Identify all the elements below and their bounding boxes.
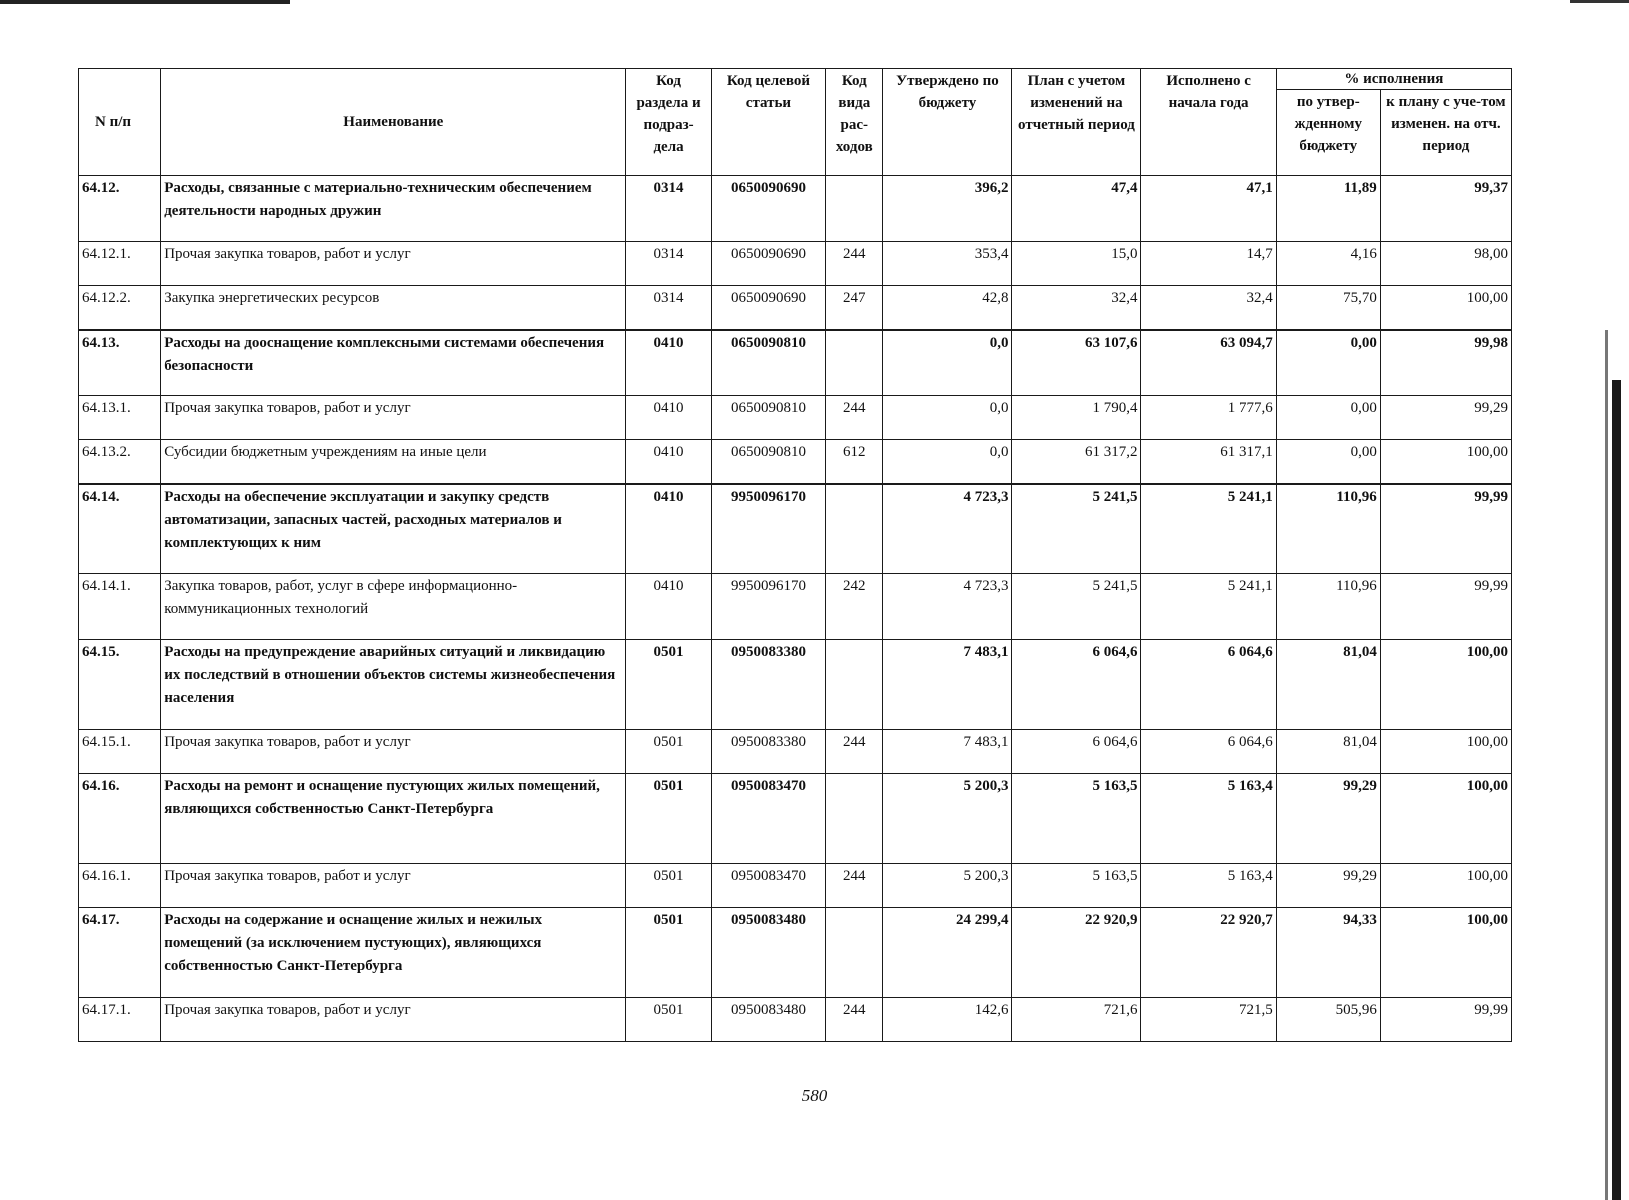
cell-name: Прочая закупка товаров, работ и услуг [161, 242, 626, 286]
cell-plan: 721,6 [1012, 998, 1141, 1042]
scan-artifact-edge-thin [1605, 330, 1608, 1200]
cell-executed: 721,5 [1141, 998, 1276, 1042]
cell-executed: 5 163,4 [1141, 864, 1276, 908]
cell-pct-budget: 99,29 [1276, 774, 1380, 864]
cell-executed: 5 241,1 [1141, 484, 1276, 574]
header-executed: Исполнено с начала года [1141, 69, 1276, 176]
cell-expense-code: 244 [826, 864, 883, 908]
table-header [79, 69, 1512, 176]
cell-name: Расходы, связанные с материально-техническим обеспечением деятельности народных дружин [161, 176, 626, 242]
cell-plan: 22 920,9 [1012, 908, 1141, 998]
scan-artifact-top-line [0, 0, 290, 4]
cell-pct-plan: 100,00 [1380, 908, 1511, 998]
cell-n: 64.13.2. [79, 440, 161, 484]
cell-target-code: 0950083470 [711, 864, 825, 908]
cell-approved: 142,6 [883, 998, 1012, 1042]
cell-n: 64.17.1. [79, 998, 161, 1042]
cell-pct-plan: 100,00 [1380, 864, 1511, 908]
cell-pct-budget: 505,96 [1276, 998, 1380, 1042]
cell-approved: 42,8 [883, 286, 1012, 330]
cell-section-code: 0501 [626, 774, 711, 864]
cell-expense-code: 242 [826, 574, 883, 640]
cell-n: 64.14.1. [79, 574, 161, 640]
cell-pct-budget: 4,16 [1276, 242, 1380, 286]
header-plan: План с учетом изменений на отчетный период [1012, 69, 1141, 176]
header-name: Наименование [161, 69, 626, 176]
cell-target-code: 9950096170 [711, 484, 825, 574]
cell-plan: 5 163,5 [1012, 864, 1141, 908]
cell-section-code: 0410 [626, 484, 711, 574]
table-row [79, 774, 1512, 864]
cell-approved: 24 299,4 [883, 908, 1012, 998]
cell-expense-code: 244 [826, 730, 883, 774]
cell-plan: 15,0 [1012, 242, 1141, 286]
cell-n: 64.12.2. [79, 286, 161, 330]
table-row [79, 396, 1512, 440]
cell-plan: 5 241,5 [1012, 484, 1141, 574]
cell-expense-code [826, 484, 883, 574]
cell-plan: 61 317,2 [1012, 440, 1141, 484]
cell-name: Расходы на дооснащение комплексными системами обеспечения безопасности [161, 330, 626, 396]
cell-pct-budget: 94,33 [1276, 908, 1380, 998]
scan-artifact-right-edge [1612, 380, 1621, 1200]
table-row [79, 286, 1512, 330]
cell-plan: 5 241,5 [1012, 574, 1141, 640]
scan-artifact-top-right-line [1570, 0, 1629, 3]
cell-target-code: 0650090810 [711, 396, 825, 440]
cell-pct-plan: 100,00 [1380, 286, 1511, 330]
cell-pct-plan: 100,00 [1380, 440, 1511, 484]
cell-executed: 32,4 [1141, 286, 1276, 330]
cell-approved: 396,2 [883, 176, 1012, 242]
header-target-code: Код целевой статьи [711, 69, 825, 176]
cell-name: Прочая закупка товаров, работ и услуг [161, 998, 626, 1042]
header-section-code: Код раздела и подраз-дела [626, 69, 711, 176]
cell-target-code: 0950083480 [711, 998, 825, 1042]
cell-approved: 7 483,1 [883, 730, 1012, 774]
cell-n: 64.12.1. [79, 242, 161, 286]
cell-section-code: 0410 [626, 574, 711, 640]
cell-section-code: 0501 [626, 730, 711, 774]
table-row [79, 908, 1512, 998]
cell-executed: 5 163,4 [1141, 774, 1276, 864]
cell-plan: 6 064,6 [1012, 640, 1141, 730]
cell-expense-code: 612 [826, 440, 883, 484]
cell-pct-budget: 81,04 [1276, 730, 1380, 774]
table-row [79, 484, 1512, 574]
cell-pct-budget: 0,00 [1276, 440, 1380, 484]
cell-approved: 0,0 [883, 330, 1012, 396]
cell-section-code: 0501 [626, 908, 711, 998]
cell-name: Расходы на содержание и оснащение жилых и нежилых помещений (за исключением пустующих), являющихся собственностью Санкт-Петербурга [161, 908, 626, 998]
cell-pct-budget: 11,89 [1276, 176, 1380, 242]
cell-name: Субсидии бюджетным учреждениям на иные цели [161, 440, 626, 484]
cell-executed: 5 241,1 [1141, 574, 1276, 640]
table-row [79, 242, 1512, 286]
cell-pct-plan: 98,00 [1380, 242, 1511, 286]
cell-approved: 4 723,3 [883, 484, 1012, 574]
cell-section-code: 0501 [626, 998, 711, 1042]
cell-target-code: 0650090690 [711, 242, 825, 286]
cell-pct-budget: 0,00 [1276, 330, 1380, 396]
cell-plan: 32,4 [1012, 286, 1141, 330]
cell-pct-budget: 75,70 [1276, 286, 1380, 330]
cell-pct-budget: 0,00 [1276, 396, 1380, 440]
table-row [79, 998, 1512, 1042]
cell-section-code: 0501 [626, 640, 711, 730]
cell-target-code: 0650090810 [711, 330, 825, 396]
cell-executed: 6 064,6 [1141, 730, 1276, 774]
cell-target-code: 9950096170 [711, 574, 825, 640]
table-row [79, 176, 1512, 242]
cell-pct-plan: 100,00 [1380, 730, 1511, 774]
table-row [79, 730, 1512, 774]
cell-target-code: 0650090690 [711, 176, 825, 242]
cell-plan: 47,4 [1012, 176, 1141, 242]
cell-n: 64.15.1. [79, 730, 161, 774]
cell-pct-plan: 99,99 [1380, 574, 1511, 640]
cell-name: Прочая закупка товаров, работ и услуг [161, 864, 626, 908]
cell-name: Расходы на предупреждение аварийных ситуаций и ликвидацию их последствий в отношении объектов системы жизнеобеспечения населения [161, 640, 626, 730]
cell-expense-code [826, 330, 883, 396]
header-expense-code: Код вида рас-ходов [826, 69, 883, 176]
cell-n: 64.16.1. [79, 864, 161, 908]
cell-name: Прочая закупка товаров, работ и услуг [161, 730, 626, 774]
cell-approved: 7 483,1 [883, 640, 1012, 730]
cell-pct-plan: 99,99 [1380, 998, 1511, 1042]
cell-expense-code [826, 640, 883, 730]
cell-expense-code: 244 [826, 998, 883, 1042]
cell-executed: 63 094,7 [1141, 330, 1276, 396]
cell-executed: 1 777,6 [1141, 396, 1276, 440]
cell-pct-plan: 99,99 [1380, 484, 1511, 574]
cell-pct-budget: 99,29 [1276, 864, 1380, 908]
cell-approved: 0,0 [883, 440, 1012, 484]
cell-plan: 6 064,6 [1012, 730, 1141, 774]
cell-n: 64.12. [79, 176, 161, 242]
cell-n: 64.15. [79, 640, 161, 730]
cell-pct-plan: 99,98 [1380, 330, 1511, 396]
table-row [79, 864, 1512, 908]
header-n: N п/п [79, 69, 161, 176]
cell-target-code: 0950083380 [711, 640, 825, 730]
table-row [79, 574, 1512, 640]
cell-name: Расходы на ремонт и оснащение пустующих жилых помещений, являющихся собственностью Санкт-Петербурга [161, 774, 626, 864]
header-pct-group: % исполнения [1276, 69, 1511, 90]
table-row [79, 330, 1512, 396]
cell-expense-code [826, 774, 883, 864]
cell-pct-plan: 99,37 [1380, 176, 1511, 242]
cell-pct-plan: 100,00 [1380, 640, 1511, 730]
cell-expense-code: 244 [826, 396, 883, 440]
cell-plan: 5 163,5 [1012, 774, 1141, 864]
page-number: 580 [801, 1086, 828, 1105]
cell-executed: 22 920,7 [1141, 908, 1276, 998]
cell-section-code: 0410 [626, 440, 711, 484]
cell-target-code: 0650090690 [711, 286, 825, 330]
cell-executed: 14,7 [1141, 242, 1276, 286]
cell-expense-code: 247 [826, 286, 883, 330]
header-pct-budget: по утвер-жденному бюджету [1276, 90, 1380, 176]
cell-pct-budget: 81,04 [1276, 640, 1380, 730]
cell-section-code: 0410 [626, 330, 711, 396]
cell-expense-code [826, 176, 883, 242]
table-row [79, 440, 1512, 484]
cell-target-code: 0650090810 [711, 440, 825, 484]
cell-pct-plan: 100,00 [1380, 774, 1511, 864]
cell-approved: 5 200,3 [883, 774, 1012, 864]
cell-executed: 6 064,6 [1141, 640, 1276, 730]
cell-approved: 4 723,3 [883, 574, 1012, 640]
cell-name: Закупка энергетических ресурсов [161, 286, 626, 330]
cell-plan: 1 790,4 [1012, 396, 1141, 440]
cell-target-code: 0950083380 [711, 730, 825, 774]
table-row [79, 640, 1512, 730]
cell-section-code: 0410 [626, 396, 711, 440]
cell-section-code: 0314 [626, 286, 711, 330]
cell-section-code: 0501 [626, 864, 711, 908]
cell-pct-budget: 110,96 [1276, 484, 1380, 574]
header-approved: Утверждено по бюджету [883, 69, 1012, 176]
cell-target-code: 0950083480 [711, 908, 825, 998]
cell-pct-budget: 110,96 [1276, 574, 1380, 640]
cell-section-code: 0314 [626, 176, 711, 242]
cell-n: 64.13.1. [79, 396, 161, 440]
header-pct-plan: к плану с уче-том изменен. на отч. период [1380, 90, 1511, 176]
cell-expense-code: 244 [826, 242, 883, 286]
cell-n: 64.13. [79, 330, 161, 396]
cell-target-code: 0950083470 [711, 774, 825, 864]
budget-execution-table [78, 68, 1512, 1042]
cell-approved: 353,4 [883, 242, 1012, 286]
cell-name: Прочая закупка товаров, работ и услуг [161, 396, 626, 440]
cell-executed: 47,1 [1141, 176, 1276, 242]
cell-approved: 0,0 [883, 396, 1012, 440]
cell-n: 64.16. [79, 774, 161, 864]
cell-executed: 61 317,1 [1141, 440, 1276, 484]
cell-approved: 5 200,3 [883, 864, 1012, 908]
cell-n: 64.14. [79, 484, 161, 574]
cell-pct-plan: 99,29 [1380, 396, 1511, 440]
cell-expense-code [826, 908, 883, 998]
cell-name: Закупка товаров, работ, услуг в сфере информационно-коммуникационных технологий [161, 574, 626, 640]
table-body [79, 176, 1512, 1042]
cell-name: Расходы на обеспечение эксплуатации и закупку средств автоматизации, запасных частей, расходных материалов и комплектующих к ним [161, 484, 626, 574]
cell-plan: 63 107,6 [1012, 330, 1141, 396]
cell-n: 64.17. [79, 908, 161, 998]
cell-section-code: 0314 [626, 242, 711, 286]
